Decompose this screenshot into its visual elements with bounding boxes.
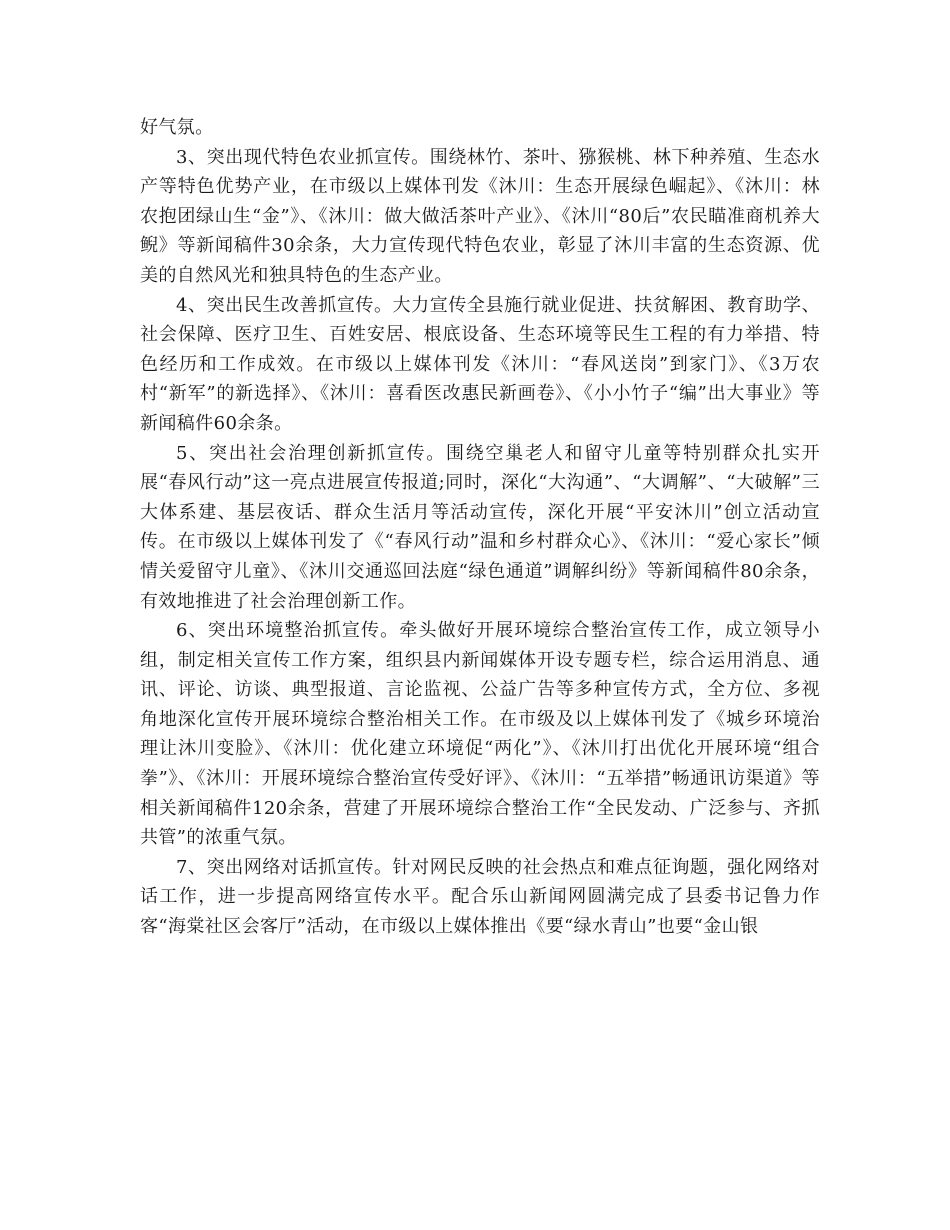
paragraph-continuation: 好气氛。 xyxy=(140,117,214,138)
paragraph-social-governance: 5、突出社会治理创新抓宣传。围绕空巢老人和留守儿童等特别群众扎实开展“春风行动”这一亮点进展宣传报道;同时，深化“大沟通”、“大调解”、“大破解”三大体系建、基层夜话、群众生活月等活动宣传，深化开展“平安沐川”创立活动宣传。在市级以上媒体刊发了《“春风行动”温和乡村群众心》、《沐川：“爱心家长”倾情关爱留守儿童》、《沐川交通巡回法庭“绿色通道”调解纠纷》等新闻稿件80余条，有效地推进了社会治理创新工作。 xyxy=(140,442,820,612)
paragraph-network-dialogue: 7、突出网络对话抓宣传。针对网民反映的社会热点和难点征询题，强化网络对话工作，进一步提高网络宣传水平。配合乐山新闻网圆满完成了县委书记鲁力作客“海棠社区会客厅”活动，在市级以上媒体推出《要“绿水青山”也要“金山银 xyxy=(140,856,820,938)
paragraph-environment: 6、突出环境整治抓宣传。牵头做好开展环境综合整治宣传工作，成立领导小组，制定相关宣传工作方案，组织县内新闻媒体开设专题专栏，综合运用消息、通讯、评论、访谈、典型报道、言论监视、公益广告等多种宣传方式，全方位、多视角地深化宣传开展环境综合整治相关工作。在市级及以上媒体刊发了《城乡环境治理让沐川变脸》、《沐川：优化建立环境促“两化”》、《沐川打出优化开展环境“组合拳”》、《沐川：开展环境综合整治宣传受好评》、《沐川：“五举措”畅通讯访渠道》等相关新闻稿件120余条，营建了开展环境综合整治工作“全民发动、广泛参与、齐抓共管”的浓重气氛。 xyxy=(140,620,820,849)
paragraph-livelihood: 4、突出民生改善抓宣传。大力宣传全县施行就业促进、扶贫解困、教育助学、社会保障、医疗卫生、百姓安居、根底设备、生态环境等民生工程的有力举措、特色经历和工作成效。在市级以上媒体刊发《沐川：“春风送岗”到家门》、《3万农村“新军”的新选择》、《沐川：喜看医改惠民新画卷》、《小小竹子“编”出大事业》等新闻稿件60余条。 xyxy=(140,294,820,434)
paragraph-modern-agriculture: 3、突出现代特色农业抓宣传。围绕林竹、茶叶、猕猴桃、林下种养殖、生态水产等特色优势产业，在市级以上媒体刊发《沐川：生态开展绿色崛起》、《沐川：林农抱团绿山生“金”》、《沐川：做大做活茶叶产业》、《沐川“80后”农民瞄准商机养大鲵》等新闻稿件30余条，大力宣传现代特色农业，彰显了沐川丰富的生态资源、优美的自然风光和独具特色的生态产业。 xyxy=(140,146,820,286)
document-body xyxy=(140,113,820,942)
